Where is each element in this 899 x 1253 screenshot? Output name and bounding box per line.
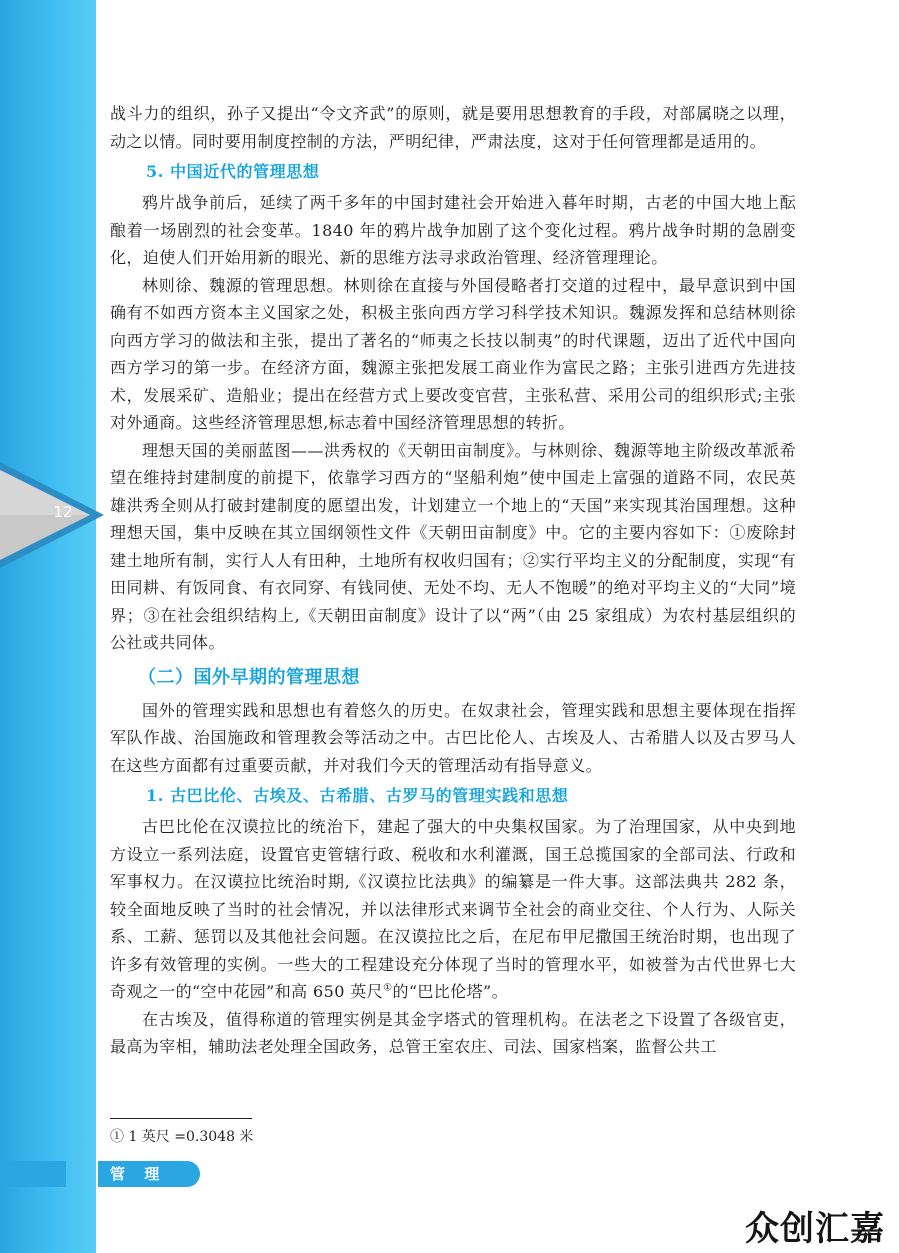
paragraph: 林则徐、魏源的管理思想。林则徐在直接与外国侵略者打交道的过程中，最早意识到中国确有不如西方资本主义国家之处，积极主张向西方学习科学技术知识。魏源发挥和总结林则徐向西方学习的做法和主张，提出了著名的“师夷之长技以制夷”的时代课题，迈出了近代中国向西方学习的第一步。在经济方面，魏源主张把发展工商业作为富民之路；主张引进西方先进技术，发展采矿、造船业；提出在经营方式上要改变官营，主张私营、采用公司的组织形式;主张对外通商。这些经济管理思想,标志着中国经济管理思想的转折。 (110, 275, 796, 432)
book-title: 管 理 学 (110, 1165, 167, 1209)
paragraph (110, 813, 796, 1006)
paragraph: 战斗力的组织，孙子又提出“令文齐武”的原则，就是要用思想教育的手段，对部属晓之以理，动之以情。同时要用制度控制的方法，严明纪律，严肃法度，这对于任何管理都是适用的。 (110, 104, 796, 151)
section-heading: 1. 古巴比伦、古埃及、古希腊、古罗马的管理实践和思想 (146, 786, 569, 805)
chapter-subheading: （二）国外早期的管理思想 (138, 666, 360, 688)
section-heading: 5. 中国近代的管理思想 (146, 162, 320, 181)
watermark-logo: 众创汇嘉 (745, 1209, 885, 1249)
page-number: 12 (53, 503, 73, 521)
paragraph: 国外的管理实践和思想也有着悠久的历史。在奴隶社会，管理实践和思想主要体现在指挥军队作战、治国施政和管理教会等活动之中。古巴比伦人、古埃及人、古希腊人以及古罗马人在这些方面都有过重要贡献，并对我们今天的管理活动有指导意义。 (110, 700, 796, 775)
footnote-rule (110, 1118, 252, 1119)
paragraph: 鸦片战争前后，延续了两千多年的中国封建社会开始进入暮年时期，古老的中国大地上酝酿着一场剧烈的社会变革。1840 年的鸦片战争加剧了这个变化过程。鸦片战争时期的急剧变化，迫使人们开始用新的眼光、新的思维方法寻求政治管理、经济管理理论。 (110, 193, 796, 267)
paragraph: 理想天国的美丽蓝图——洪秀权的《天朝田亩制度》。与林则徐、魏源等地主阶级改革派希望在维持封建制度的前提下，依靠学习西方的“坚船利炮”使中国走上富强的道路不同，农民英雄洪秀全则从打破封建制度的愿望出发，计划建立一个地上的“天国”来实现其治国理想。这种理想天国，集中反映在其立国纲领性文件《天朝田亩制度》中。它的主要内容如下：①废除封建土地所有制，实行人人有田种，土地所有权收归国有；②实行平均主义的分配制度，实现“有田同耕、有饭同食、有衣同穿、有钱同使、无处不均、无人不饱暖”的绝对平均主义的“大同”境界；③在社会组织结构上,《天朝田亩制度》设计了以“两”（由 25 家组成）为农村基层组织的公社或共同体。 (110, 440, 796, 652)
paragraph-text: 古巴比伦在汉谟拉比的统治下，建起了强大的中央集权国家。为了治理国家，从中央到地方设立一系列法庭，设置官吏管辖行政、税收和水利灌溉，国王总揽国家的全部司法、行政和军事权力。在汉谟拉比统治时期,《汉谟拉比法典》的编纂是一件大事。这部法典共 282 条，较全面地反映了当时的社会情况，并以法律形式来调节全社会的商业交往、个人行为、人际关系、工薪、惩罚以及其他社会问题。在汉谟拉比之后，在尼布甲尼撒国王统治时期，也出现了许多有效管理的实例。一些大的工程建设充分体现了当时的管理水平，如被誉为古代世界七大奇观之一的“空中花园”和高 650 英尺 (110, 817, 796, 1001)
footnote-marker: ① (383, 982, 393, 994)
footnote: ① 1 英尺 =0.3048 米 (110, 1129, 254, 1145)
paragraph: 在古埃及，值得称道的管理实例是其金字塔式的管理机构。在法老之下设置了各级官吏，最高为宰相，辅助法老处理全国政务，总管王室农庄、司法、国家档案，监督公共工 (110, 1009, 796, 1056)
footer-book-title (98, 1161, 200, 1209)
paragraph-text: 的“巴比伦塔”。 (392, 982, 509, 1001)
page-content (110, 100, 796, 1061)
footer-bar (0, 1161, 66, 1187)
side-color-band (0, 0, 96, 1253)
